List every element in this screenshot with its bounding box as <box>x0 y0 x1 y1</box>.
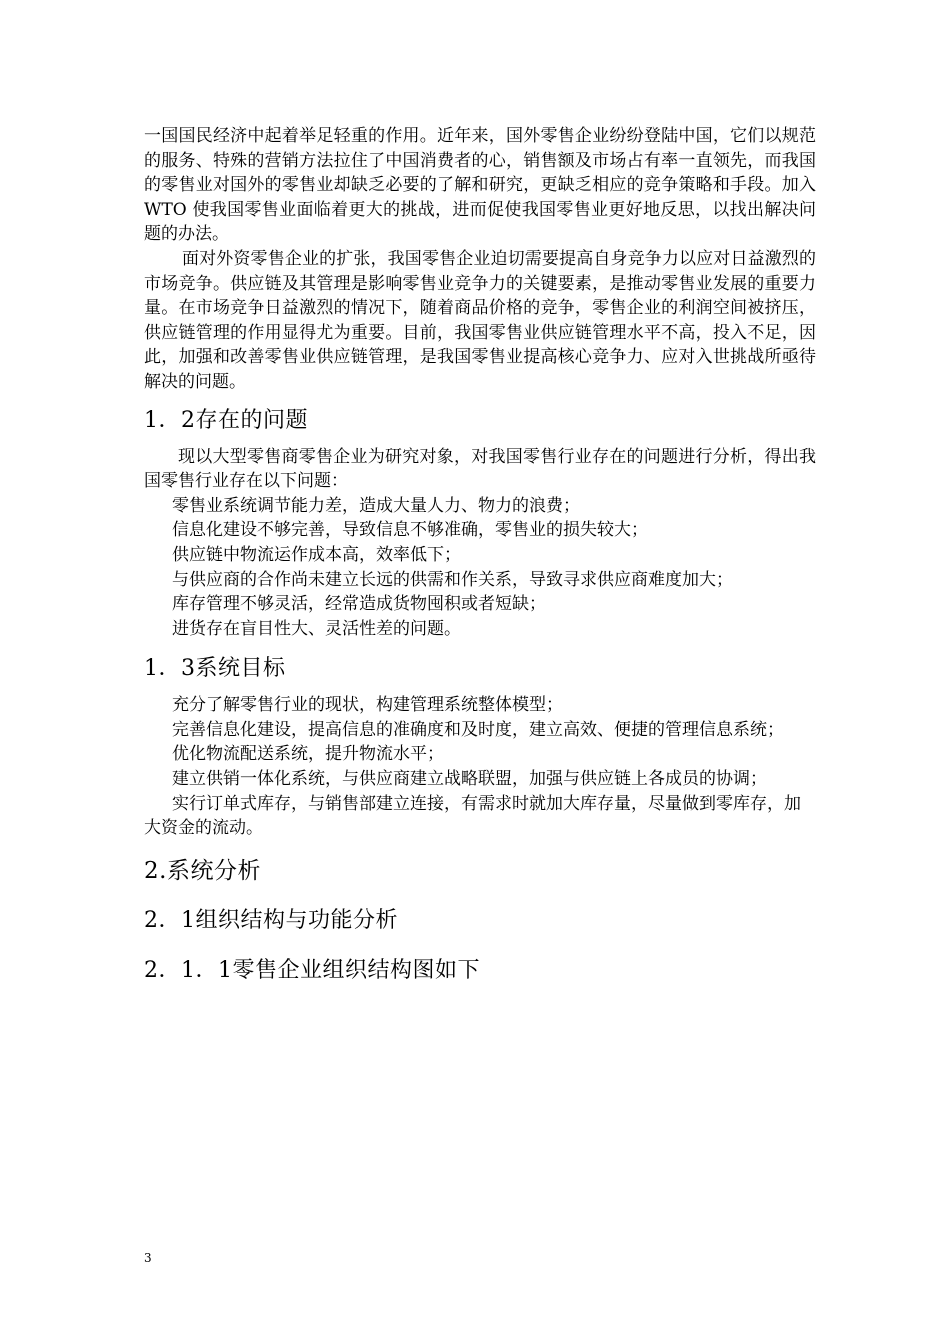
goal-item: 完善信息化建设，提高信息的准确度和及时度，建立高效、便捷的管理信息系统； <box>172 719 784 740</box>
page-number: 3 <box>144 1251 152 1265</box>
intro-paragraph-1: 一国国民经济中起着举足轻重的作用。近年来，国外零售企业纷纷登陆中国，它们以规范的服务、特殊的营销方法拉住了中国消费者的心，销售额及市场占有率一直领先，而我国的零售业对国外的零售业却缺乏必要的了解和研究，更缺乏相应的竞争策略和手段。加入 WTO 使我国零售业面临着更大的挑战，进而促使我国零售业更好地反思，以找出解决问题的办法。 <box>144 126 816 245</box>
goal-item: 优化物流配送系统，提升物流水平； <box>172 744 444 765</box>
problem-item: 与供应商的合作尚未建立长远的供需和作关系，导致寻求供应商难度加大； <box>172 569 733 590</box>
section-heading-1-3: 1．3系统目标 <box>144 656 286 682</box>
problem-item: 信息化建设不够完善，导致信息不够准确，零售业的损失较大； <box>172 520 648 541</box>
section-heading-2-1-1: 2．1．1零售企业组织结构图如下 <box>144 957 480 983</box>
section-heading-2: 2.系统分析 <box>144 857 261 884</box>
intro-paragraph-2: 面对外资零售企业的扩张，我国零售企业迫切需要提高自身竞争力以应对日益激烈的市场竞争。供应链及其管理是影响零售业竞争力的关键要素，是推动零售业发展的重要力量。在市场竞争日益激烈的情况下，随着商品价格的竞争，零售企业的利润空间被挤压，供应链管理的作用显得尤为重要。目前，我国零售业供应链管理水平不高，投入不足，因此，加强和改善零售业供应链管理，是我国零售业提高核心竞争力、应对入世挑战所亟待解决的问题。 <box>144 248 816 392</box>
section-heading-2-1: 2．1组织结构与功能分析 <box>144 907 398 933</box>
section-1-2-intro: 现以大型零售商零售企业为研究对象，对我国零售行业存在的问题进行分析，得出我国零售行业存在以下问题： <box>144 446 816 492</box>
problem-item: 供应链中物流运作成本高，效率低下； <box>172 544 461 565</box>
problem-item: 库存管理不够灵活，经常造成货物囤积或者短缺； <box>172 594 546 615</box>
section-heading-1-2: 1．2存在的问题 <box>144 407 308 433</box>
problem-item: 进货存在盲目性大、灵活性差的问题。 <box>172 618 461 639</box>
goal-item: 实行订单式库存，与销售部建立连接，有需求时就加大库存量，尽量做到零库存，加大资金的流动。 <box>144 793 801 839</box>
problem-item: 零售业系统调节能力差，造成大量人力、物力的浪费； <box>172 495 580 516</box>
goal-item: 充分了解零售行业的现状，构建管理系统整体模型； <box>172 695 563 716</box>
goal-item: 建立供销一体化系统，与供应商建立战略联盟，加强与供应链上各成员的协调； <box>172 769 767 790</box>
page-body <box>144 124 816 985</box>
